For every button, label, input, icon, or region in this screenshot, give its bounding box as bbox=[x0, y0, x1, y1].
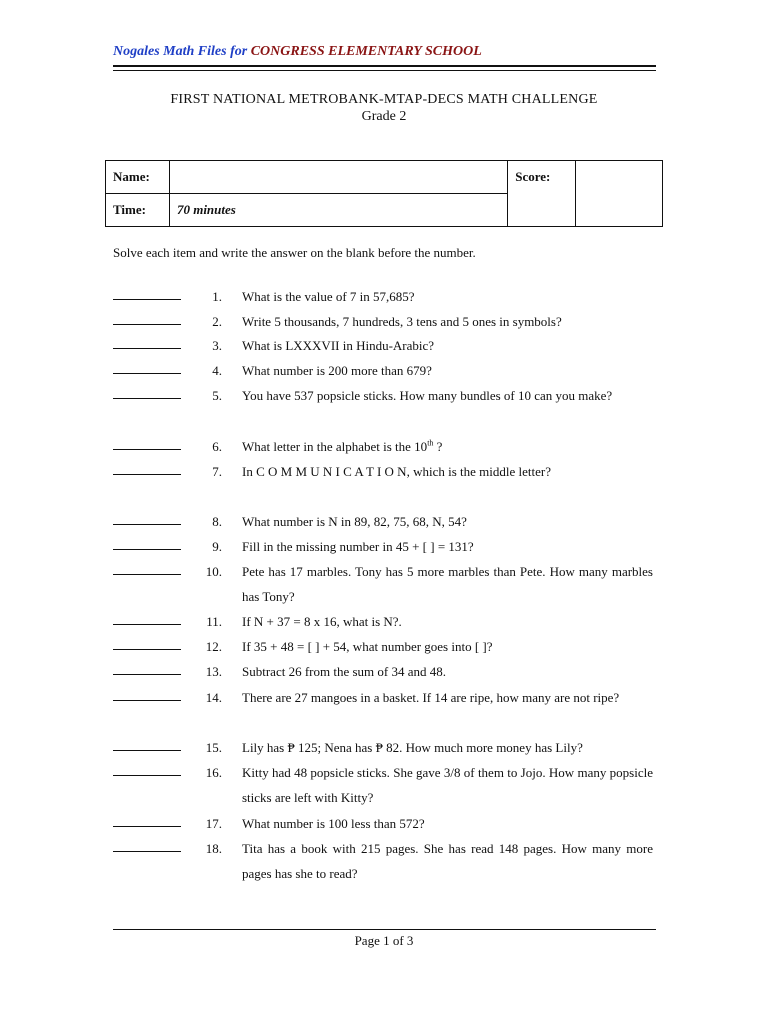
name-field[interactable] bbox=[169, 161, 507, 194]
header-divider-thick bbox=[113, 65, 656, 67]
answer-blank[interactable] bbox=[113, 659, 181, 675]
answer-blank[interactable] bbox=[113, 760, 181, 776]
question-number: 10. bbox=[205, 564, 222, 579]
answer-blank[interactable] bbox=[113, 309, 181, 325]
question-text: What number is N in 89, 82, 75, 68, N, 54? bbox=[242, 514, 467, 529]
question-number: 16. bbox=[205, 765, 222, 780]
question-item bbox=[113, 534, 653, 559]
question-text: What number is 200 more than 679? bbox=[242, 363, 432, 378]
grade-label: Grade 2 bbox=[361, 109, 407, 124]
question-item bbox=[113, 609, 653, 634]
question-text: If N + 37 = 8 x 16, what is N?. bbox=[242, 614, 402, 629]
time-value: 70 minutes bbox=[169, 194, 507, 227]
question-item bbox=[113, 333, 653, 358]
question-text: If 35 + 48 = [ ] + 54, what number goes into [ ]? bbox=[242, 639, 493, 654]
question-item bbox=[113, 811, 653, 836]
student-info-table bbox=[105, 160, 663, 227]
question-text: In C O M M U N I C A T I O N, which is the middle letter? bbox=[242, 464, 551, 479]
question-number: 14. bbox=[205, 690, 222, 705]
question-number: 12. bbox=[205, 639, 222, 654]
exam-title: FIRST NATIONAL METROBANK-MTAP-DECS MATH CHALLENGE bbox=[170, 92, 598, 107]
answer-blank[interactable] bbox=[113, 735, 181, 751]
answer-blank[interactable] bbox=[113, 685, 181, 701]
question-number: 3. bbox=[212, 338, 222, 353]
question-item bbox=[113, 685, 653, 710]
question-item bbox=[113, 383, 653, 408]
page-header bbox=[113, 44, 482, 60]
question-number: 2. bbox=[212, 314, 222, 329]
question-item bbox=[113, 634, 653, 659]
question-number: 11. bbox=[206, 614, 222, 629]
score-field[interactable] bbox=[576, 161, 663, 227]
question-text: What letter in the alphabet is the 10th ? bbox=[242, 438, 443, 454]
time-label: Time: bbox=[106, 194, 170, 227]
question-number: 15. bbox=[205, 740, 222, 755]
question-number: 13. bbox=[205, 664, 222, 679]
question-text: What is LXXXVII in Hindu-Arabic? bbox=[242, 338, 435, 353]
question-number: 1. bbox=[212, 289, 222, 304]
answer-blank[interactable] bbox=[113, 459, 181, 475]
question-item bbox=[113, 836, 653, 886]
question-number: 5. bbox=[212, 388, 222, 403]
question-item bbox=[113, 659, 653, 684]
question-number: 8. bbox=[212, 514, 222, 529]
question-text: Subtract 26 from the sum of 34 and 48. bbox=[242, 664, 446, 679]
header-prefix: Nogales Math Files for bbox=[113, 44, 248, 59]
score-label: Score: bbox=[508, 161, 576, 227]
answer-blank[interactable] bbox=[113, 609, 181, 625]
question-text: You have 537 popsicle sticks. How many bundles of 10 can you make? bbox=[242, 388, 613, 403]
answer-blank[interactable] bbox=[113, 559, 181, 575]
answer-blank[interactable] bbox=[113, 634, 181, 650]
question-item bbox=[113, 559, 653, 609]
answer-blank[interactable] bbox=[113, 358, 181, 374]
question-number: 4. bbox=[212, 363, 222, 378]
answer-blank[interactable] bbox=[113, 284, 181, 300]
question-number: 7. bbox=[212, 464, 222, 479]
page-number: Page 1 of 3 bbox=[354, 933, 414, 948]
question-item bbox=[113, 434, 653, 459]
answer-blank[interactable] bbox=[113, 333, 181, 349]
question-number: 18. bbox=[205, 841, 222, 856]
question-text: What number is 100 less than 572? bbox=[242, 816, 425, 831]
footer-divider bbox=[113, 929, 656, 930]
header-divider-thin bbox=[113, 70, 656, 71]
question-text: Kitty had 48 popsicle sticks. She gave 3/8 of them to Jojo. How many popsicle sticks are left with Kitty? bbox=[242, 765, 653, 805]
question-item bbox=[113, 284, 653, 309]
question-text: Pete has 17 marbles. Tony has 5 more marbles than Pete. How many marbles has Tony? bbox=[242, 564, 653, 604]
answer-blank[interactable] bbox=[113, 434, 181, 450]
question-text: Tita has a book with 215 pages. She has read 148 pages. How many more pages has she to read? bbox=[242, 841, 653, 881]
question-text: There are 27 mangoes in a basket. If 14 are ripe, how many are not ripe? bbox=[242, 690, 620, 705]
instructions: Solve each item and write the answer on the blank before the number. bbox=[113, 245, 476, 260]
question-text: Write 5 thousands, 7 hundreds, 3 tens and 5 ones in symbols? bbox=[242, 314, 562, 329]
answer-blank[interactable] bbox=[113, 811, 181, 827]
question-number: 9. bbox=[212, 539, 222, 554]
header-school: CONGRESS ELEMENTARY SCHOOL bbox=[250, 44, 482, 59]
answer-blank[interactable] bbox=[113, 534, 181, 550]
question-item bbox=[113, 309, 653, 334]
question-item bbox=[113, 735, 653, 760]
question-text: Fill in the missing number in 45 + [ ] = 131? bbox=[242, 539, 474, 554]
question-item bbox=[113, 760, 653, 810]
answer-blank[interactable] bbox=[113, 836, 181, 852]
question-number: 17. bbox=[205, 816, 222, 831]
question-number: 6. bbox=[212, 439, 222, 454]
question-text: What is the value of 7 in 57,685? bbox=[242, 289, 415, 304]
answer-blank[interactable] bbox=[113, 509, 181, 525]
question-item bbox=[113, 459, 653, 484]
question-item bbox=[113, 509, 653, 534]
question-item bbox=[113, 358, 653, 383]
name-label: Name: bbox=[106, 161, 170, 194]
question-text: Lily has ₱ 125; Nena has ₱ 82. How much more money has Lily? bbox=[242, 740, 583, 755]
answer-blank[interactable] bbox=[113, 383, 181, 399]
